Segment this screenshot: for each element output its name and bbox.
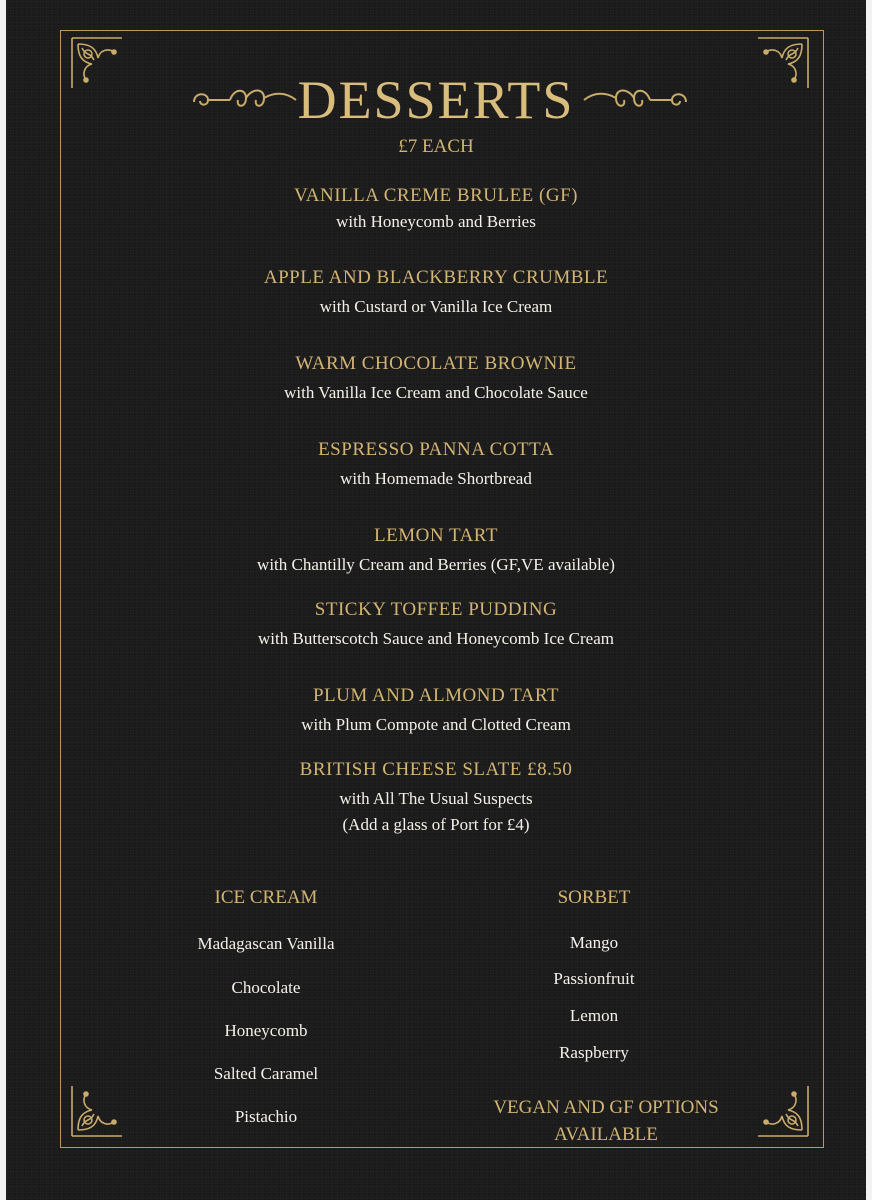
item-name: LEMON TART (374, 525, 498, 546)
ice-cream-flavour: Honeycomb (224, 1021, 308, 1040)
corner-ornament-icon (68, 1082, 126, 1140)
menu-item (6, 184, 866, 233)
ice-cream-flavour: Pistachio (234, 1107, 298, 1126)
menu-item (6, 438, 866, 490)
menu-item (6, 684, 866, 736)
menu-item (6, 758, 866, 836)
sorbet-flavour: Raspberry (559, 1043, 629, 1062)
sorbet-heading: SORBET (557, 887, 631, 908)
item-name: BRITISH CHEESE SLATE £8.50 (299, 759, 573, 780)
item-description: with Vanilla Ice Cream and Chocolate Sauce (284, 383, 588, 402)
ice-cream-flavour: Salted Caramel (213, 1064, 319, 1083)
sorbet-flavour: Mango (569, 933, 619, 952)
vegan-note-line: AVAILABLE (554, 1124, 658, 1145)
page-title: DESSERTS (297, 70, 575, 130)
sorbet-column (474, 886, 714, 1076)
swirl-ornament-icon (580, 80, 690, 120)
ice-cream-heading: ICE CREAM (214, 887, 318, 908)
sorbet-flavour: Passionfruit (553, 969, 635, 988)
item-name: PLUM AND ALMOND TART (312, 685, 560, 706)
item-description: with Plum Compote and Clotted Cream (301, 715, 571, 734)
corner-ornament-icon (754, 1082, 812, 1140)
ice-cream-flavour: Madagascan Vanilla (197, 934, 335, 953)
item-description: with Custard or Vanilla Ice Cream (319, 297, 553, 316)
item-description: with All The Usual Suspects (339, 789, 533, 808)
menu-item (6, 598, 866, 650)
sorbet-flavour: Lemon (569, 1006, 619, 1025)
menu-item (6, 266, 866, 318)
item-name: ESPRESSO PANNA COTTA (318, 439, 554, 460)
item-name: WARM CHOCOLATE BROWNIE (295, 353, 577, 374)
item-name: VANILLA CREME BRULEE (GF) (294, 185, 578, 206)
menu-page (6, 0, 866, 1200)
item-name: APPLE AND BLACKBERRY CRUMBLE (263, 267, 609, 288)
item-description: with Homemade Shortbread (340, 469, 532, 488)
price-note: £7 EACH (398, 136, 474, 157)
item-extra-note: (Add a glass of Port for £4) (342, 815, 530, 834)
item-description: with Chantilly Cream and Berries (GF,VE available) (257, 555, 615, 574)
vegan-gf-note (466, 1094, 746, 1148)
item-description: with Butterscotch Sauce and Honeycomb Ice Cream (258, 629, 614, 648)
item-description: with Honeycomb and Berries (336, 212, 536, 231)
item-name: STICKY TOFFEE PUDDING (314, 599, 558, 620)
menu-item (6, 524, 866, 576)
menu-item (6, 352, 866, 404)
vegan-note-line: VEGAN AND GF OPTIONS (493, 1097, 719, 1118)
ice-cream-flavour: Chocolate (231, 978, 301, 997)
ice-cream-column (146, 886, 386, 1136)
